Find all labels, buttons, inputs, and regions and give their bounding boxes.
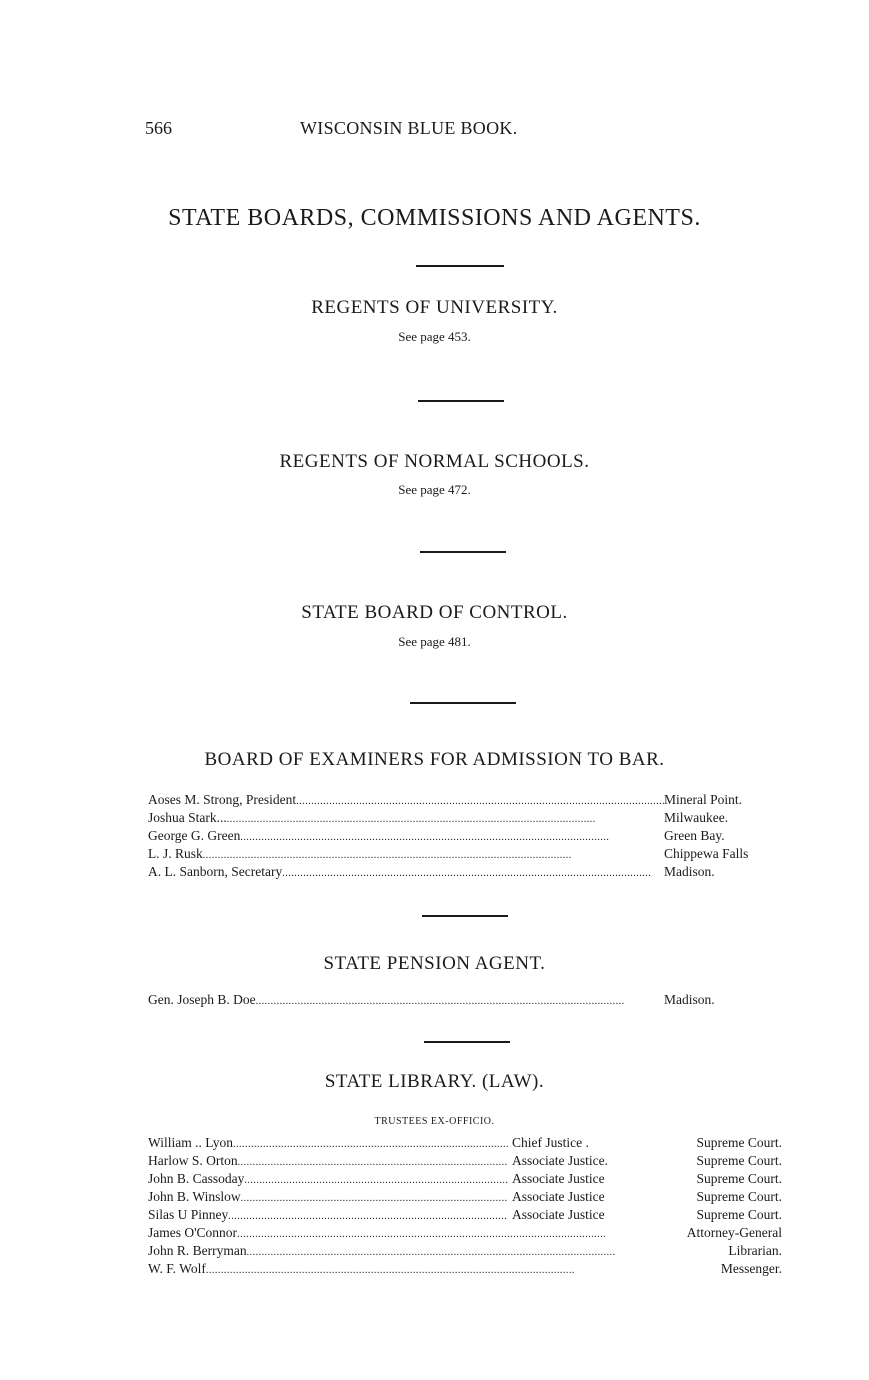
leader-dots <box>240 827 664 845</box>
board-control-title: STATE BOARD OF CONTROL. <box>301 602 568 623</box>
divider-rule <box>424 1041 510 1043</box>
library-staff-row <box>148 1242 782 1260</box>
leader-dots <box>256 991 664 1009</box>
bar-examiners-title: BOARD OF EXAMINERS FOR ADMISSION TO BAR. <box>204 749 665 770</box>
regents-university-title: REGENTS OF UNIVERSITY. <box>311 297 558 318</box>
member-place: Madison. <box>664 864 715 879</box>
trustee-row <box>148 1170 782 1188</box>
leader-dots <box>296 791 664 809</box>
trustee-row <box>148 1188 782 1206</box>
leader-dots <box>282 863 664 881</box>
trustee-office: Chief Justice . <box>512 1135 589 1150</box>
leader-dots <box>237 1224 687 1242</box>
trustee-name: Harlow S. Orton <box>148 1153 238 1168</box>
bar-examiner-row <box>148 791 782 809</box>
trustee-court: Supreme Court. <box>696 1153 782 1168</box>
member-place: Madison. <box>664 992 715 1007</box>
state-library-title: STATE LIBRARY. (LAW). <box>324 1071 545 1092</box>
trustee-row <box>148 1206 782 1224</box>
trustee-office: Associate Justice <box>512 1207 605 1222</box>
member-name: Joshua Stark... <box>148 810 227 825</box>
member-name: L. J. Rusk <box>148 846 203 861</box>
leader-dots <box>206 1260 721 1278</box>
trustee-office: Associate Justice <box>512 1189 605 1204</box>
leader-dots <box>241 1188 508 1206</box>
member-name: Gen. Joseph B. Doe <box>148 992 256 1007</box>
board-control-see-page: See page 481. <box>398 634 471 649</box>
leader-dots <box>238 1152 508 1170</box>
leader-dots <box>244 1170 508 1188</box>
staff-position: Librarian. <box>728 1243 782 1258</box>
divider-rule <box>418 400 504 402</box>
member-place: Milwaukee. <box>664 810 729 825</box>
member-name: A. L. Sanborn, Secretary <box>148 864 283 879</box>
regents-normal-see-page: See page 472. <box>398 482 471 497</box>
member-place: Chippewa Falls <box>664 846 749 861</box>
trustee-office: Associate Justice <box>512 1171 605 1186</box>
leader-dots <box>228 1206 508 1224</box>
pension-agent-row <box>148 991 782 1009</box>
regents-normal-title: REGENTS OF NORMAL SCHOOLS. <box>279 451 590 472</box>
library-staff-row <box>148 1224 782 1242</box>
staff-position: Attorney-General <box>686 1225 782 1240</box>
staff-name: John R. Berryman <box>148 1243 247 1258</box>
bar-examiner-row <box>148 845 782 863</box>
trustee-court: Supreme Court. <box>696 1207 782 1222</box>
staff-name: W. F. Wolf <box>148 1261 206 1276</box>
page-number: 566 <box>145 118 172 138</box>
member-place: Mineral Point. <box>664 792 742 807</box>
member-name: George G. Green <box>148 828 241 843</box>
trustee-court: Supreme Court. <box>696 1135 782 1150</box>
bar-examiner-row <box>148 809 782 827</box>
staff-position: Messenger. <box>720 1261 782 1276</box>
leader-dots <box>247 1242 729 1260</box>
trustee-row <box>148 1134 782 1152</box>
trustee-name: John B. Cassoday <box>148 1171 245 1186</box>
library-staff-row <box>148 1260 782 1278</box>
trustee-name: William .. Lyon <box>148 1135 233 1150</box>
staff-name: James O'Connor <box>148 1225 238 1240</box>
leader-dots <box>203 845 664 863</box>
divider-rule <box>410 702 516 704</box>
divider-rule <box>420 551 506 553</box>
divider-rule <box>422 915 508 917</box>
pension-agent-title: STATE PENSION AGENT. <box>323 953 546 974</box>
regents-university-see-page: See page 453. <box>398 329 471 344</box>
member-place: Green Bay. <box>664 828 725 843</box>
member-name: Aoses M. Strong, President <box>148 792 297 807</box>
bar-examiner-row <box>148 827 782 845</box>
trustee-office: Associate Justice. <box>512 1153 608 1168</box>
main-title: STATE BOARDS, COMMISSIONS AND AGENTS. <box>168 205 701 231</box>
trustee-row <box>148 1152 782 1170</box>
trustee-court: Supreme Court. <box>696 1171 782 1186</box>
leader-dots <box>227 809 664 827</box>
leader-dots <box>233 1134 508 1152</box>
trustee-name: John B. Winslow <box>148 1189 241 1204</box>
trustee-name: Silas U Pinney <box>148 1207 229 1222</box>
trustee-court: Supreme Court. <box>696 1189 782 1204</box>
trustees-subheading: TRUSTEES EX-OFFICIO. <box>374 1116 495 1127</box>
divider-rule <box>416 265 504 267</box>
bar-examiner-row <box>148 863 782 881</box>
running-title: WISCONSIN BLUE BOOK. <box>300 118 518 138</box>
